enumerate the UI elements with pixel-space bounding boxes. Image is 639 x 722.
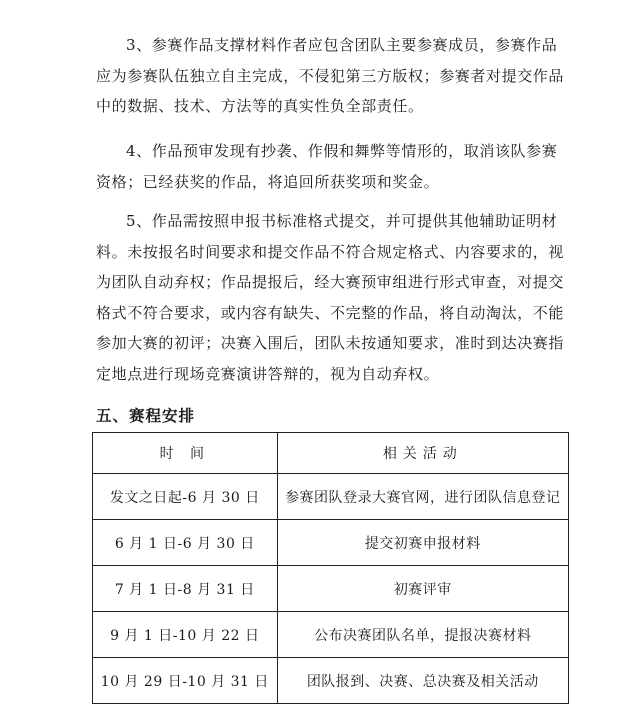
- paragraph-line: 资格；已经获奖的作品，将追回所获奖项和奖金。: [96, 172, 440, 191]
- paragraph-item-5: [96, 206, 566, 389]
- table-row: [93, 520, 569, 566]
- paragraph-line: 参加大赛的初评；决赛入围后，团队未按通知要求，准时到达决赛指: [96, 334, 565, 352]
- header-activity: 相关活动: [277, 433, 568, 474]
- paragraph-line: 中的数据、技术、方法等的真实性负全部责任。: [96, 97, 424, 115]
- cell-activity: 初赛评审: [277, 566, 568, 612]
- paragraph-line: 应为参赛队伍独立自主完成，不侵犯第三方版权；参赛者对提交作品: [96, 66, 565, 85]
- cell-activity: 公布决赛团队名单，提报决赛材料: [277, 612, 568, 658]
- paragraph-line: 3、参赛作品支撑材料作者应包含团队主要参赛成员，参赛作品: [126, 36, 558, 54]
- table-row: [93, 474, 569, 520]
- section-heading: 五、赛程安排: [96, 407, 196, 425]
- paragraph-line: 料。未按报名时间要求和提交作品不符合规定格式、内容要求的，视: [96, 242, 565, 261]
- cell-time: 9 月 1 日-10 月 22 日: [93, 612, 278, 658]
- table-row: [93, 612, 569, 658]
- paragraph-item-4: [96, 136, 566, 197]
- table-row: [93, 658, 569, 704]
- header-time: 时 间: [93, 433, 278, 474]
- cell-activity: 参赛团队登录大赛官网，进行团队信息登记: [277, 474, 568, 520]
- cell-time: 6 月 1 日-6 月 30 日: [93, 520, 278, 566]
- cell-activity: 提交初赛申报材料: [277, 520, 568, 566]
- paragraph-line: 为团队自动弃权；作品提报后，经大赛预审组进行形式审查，对提交: [96, 273, 565, 291]
- cell-activity: 团队报到、决赛、总决赛及相关活动: [277, 658, 568, 704]
- cell-time: 发文之日起-6 月 30 日: [93, 474, 278, 520]
- table-row: [93, 566, 569, 612]
- table-header-row: [93, 433, 569, 474]
- paragraph-line: 5、作品需按照申报书标准格式提交，并可提供其他辅助证明材: [126, 212, 558, 230]
- paragraph-line: 定地点进行现场竞赛演讲答辩的，视为自动弃权。: [96, 364, 440, 383]
- paragraph-item-3: [96, 30, 566, 122]
- paragraph-line: 格式不符合要求，或内容有缺失、不完整的作品，将自动淘汰，不能: [96, 303, 565, 322]
- cell-time: 7 月 1 日-8 月 31 日: [93, 566, 278, 612]
- paragraph-line: 4、作品预审发现有抄袭、作假和舞弊等情形的，取消该队参赛: [126, 142, 558, 160]
- cell-time: 10 月 29 日-10 月 31 日: [93, 658, 278, 704]
- schedule-table: [92, 432, 569, 704]
